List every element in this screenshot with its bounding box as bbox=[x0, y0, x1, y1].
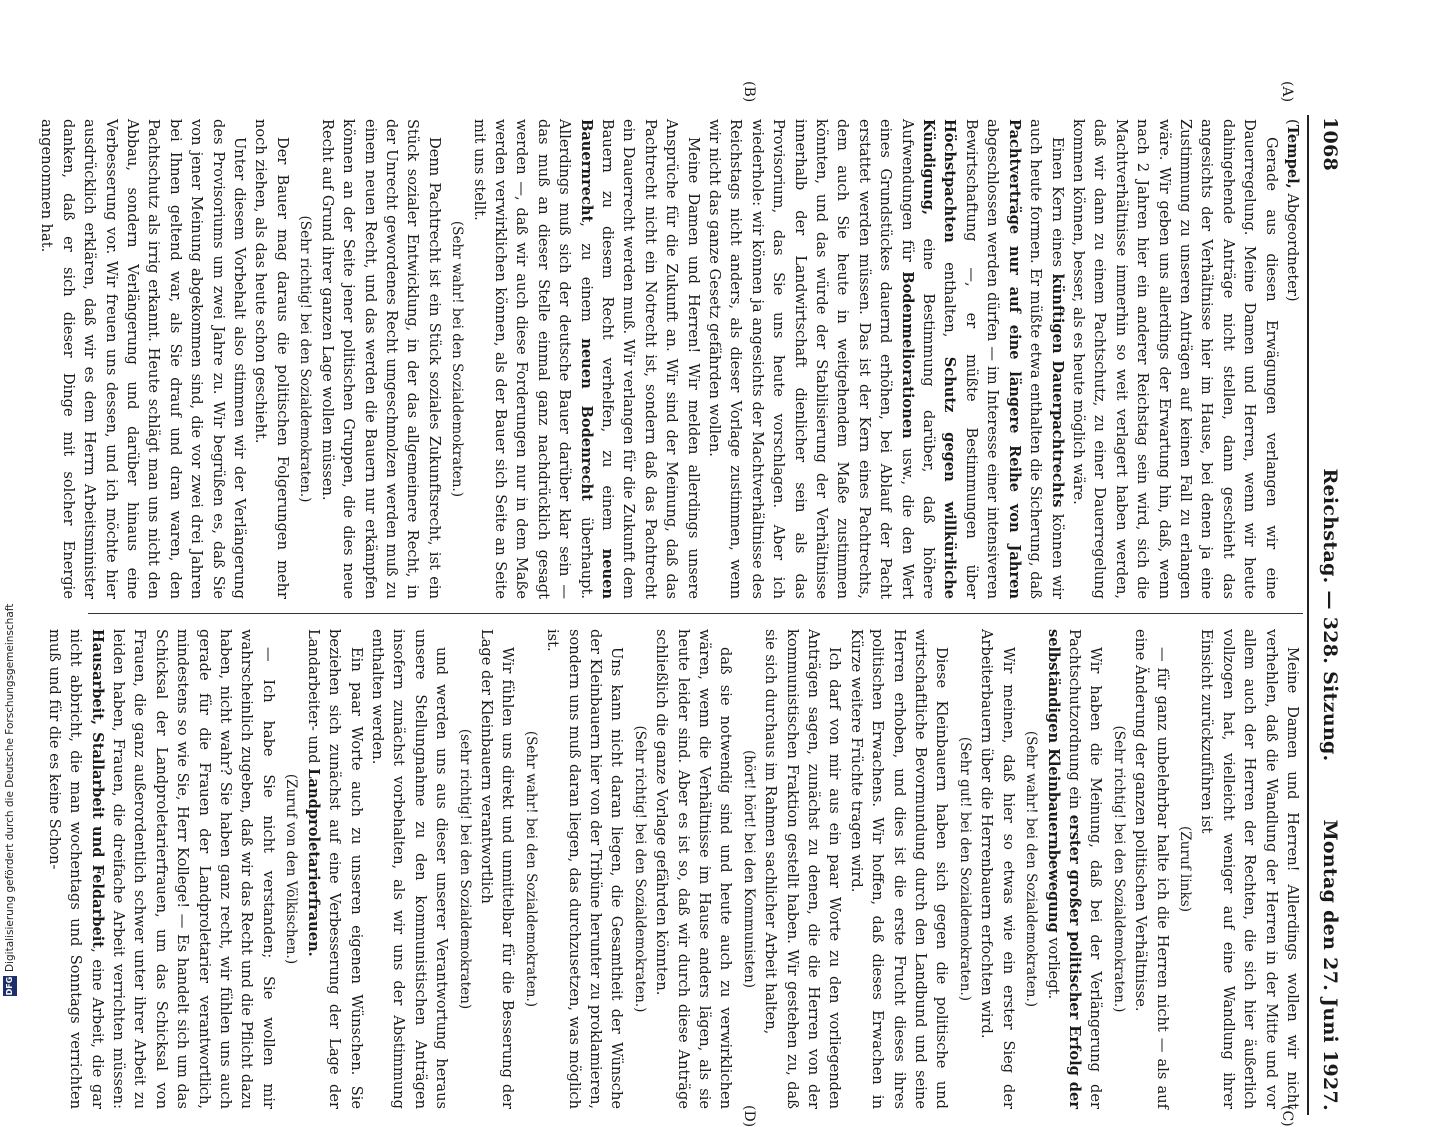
dfg-logo-icon: DFG bbox=[3, 976, 17, 996]
margin-marker-d: (D) bbox=[741, 1105, 757, 1127]
paragraph: Wir meinen, daß hier so etwas wie ein erster Sieg der Arbeiterbauern über die Herrenbauern erfochten wird. bbox=[978, 629, 1017, 1109]
column-divider bbox=[88, 613, 1303, 614]
interjection: (Zuruf von den Völkischen.) bbox=[283, 773, 300, 965]
paragraph: Ich darf von mir aus ein paar Worte zu den vorliegenden Anträgen sagen, zunächst zu denen, die die Herren von der kommunistischen Fraktion gestellt haben. Wir gestehen zu, daß sie sich durchaus im Rahmen sachlicher Arbeit halten, bbox=[762, 629, 844, 1109]
speaker-line: (Tempel, Abgeordneter) bbox=[1284, 119, 1301, 302]
funding-note: Digitalisierung gefördert durch die Deutsche Forschungsgemeinschaft bbox=[4, 603, 16, 972]
header-rule bbox=[1307, 115, 1309, 1115]
interjection: (sehr richtig! bei den Sozialdemokraten) bbox=[456, 728, 473, 1010]
margin-marker-c: (C) bbox=[1279, 1105, 1295, 1127]
paragraph: Meine Damen und Herren! Wir melden allerdings unsere Ansprüche für die Zukunft an. Wir sind der Meinung, daß das Pachtrecht nicht ein Notrecht ist, sondern daß das Pachtrecht ein Dauerrecht werden muß. Wir verlangen für die Zukunft dem Bauern zu diesem Recht verhelfen, zu einem neuen Bauernrecht, zu einem neuen Bodenrecht überhaupt. Allerdings muß sich der deutsche Bauer darüber klar sein — das muß an dieser Stelle einmal ganz nachdrücklich gesagt werden —, daß wir auch diese Forderungen nur in dem Maße werden verwirklichen können, als der Bauer sich Seite an Seite mit uns stellt. bbox=[470, 119, 702, 599]
page-header bbox=[1313, 115, 1347, 1115]
margin-marker-b: (B) bbox=[741, 81, 757, 103]
interjection: (Sehr richtig! bei den Sozialdemokraten.) bbox=[1110, 725, 1127, 1013]
paragraph: Wir fühlen uns direkt und unmittelbar für die Besserung der Lage der Kleinbauern verantwortlich bbox=[477, 629, 517, 1109]
speaker-role: Abgeordneter) bbox=[1284, 188, 1301, 302]
paragraph: — Ich habe Sie nicht verstanden; Sie wollen mir wahrscheinlich zugeben, daß wir das Recht und die Pflicht dazu haben, nicht wahr? Sie haben ganz recht, wir fühlen uns auch gerade für die Frauen der Landproletarier verantwortlich, mindestens so wie Sie, Herr Kollege! — Es handelt sich um das Schicksal der Landproletarierfrauen, um das Schicksal von Frauen, die ganz außerordentlich schwer unter ihrer Arbeit zu leiden haben, Frauen, die dreifache Arbeit verrichten müssen: Hausarbeit, Stallarbeit und Feldarbeit, eine Arbeit, die gar nicht abbricht, die man wochentags und Sonntags verrichten muß und für die es keine Schon- bbox=[45, 629, 277, 1109]
paragraph: Der Bauer mag daraus die politischen Folgerungen mehr noch ziehen, als das heute schon geschieht. bbox=[252, 119, 291, 599]
session-date: Montag den 27. Juni 1927. bbox=[1319, 819, 1341, 1111]
paragraph: Gerade aus diesen Erwägungen verlangen wir eine Dauerregelung. Meine Damen und Herren, wenn wir heute dahingehende Anträge nicht stellen, dann geschieht das angesichts der Verhältnisse hier im Hause, bei denen ja eine Zustimmung zu unseren Anträgen auf keinen Fall zu erlangen wäre. Wir geben uns allerdings der Erwartung hin, daß, wenn nach 2 Jahren hier ein anderer Reichstag sein wird, sich die Machtverhältnisse immerhin so weit verlagert haben werden, daß wir dann zu einem Pachtschutz, zu einer Dauerregelung kommen können, besser, als es heute möglich wäre. bbox=[1069, 119, 1280, 599]
paragraph: Denn Pachtrecht ist ein Stück soziales Zukunftsrecht, ist ein Stück sozialer Entwicklung, in der das allgemeinere Recht, in der Unrecht gewordenes Recht umgeschmolzen werden muß zu einem neuen Recht, und das werden die Bauern nur erkämpfen können an der Seite jener politischen Gruppen, die dies neue Recht auf Grund ihrer ganzen Lage wollen müssen. bbox=[318, 119, 443, 599]
interjection: (Sehr gut! bei den Sozialdemokraten.) bbox=[956, 736, 973, 1002]
interjection: (Sehr richtig! bei den Sozialdemokraten.) bbox=[631, 725, 648, 1013]
interjection: (hört! hört! bei den Kommunisten) bbox=[740, 749, 757, 989]
interjection: (Sehr wahr! bei den Sozialdemokraten.) bbox=[1023, 730, 1040, 1008]
left-column bbox=[36, 119, 1303, 599]
paragraph: Uns kann nicht daran liegen, die Gesamtheit der Wünsche der Kleinbauern hier von der Tribüne herunter zu proklamieren, sondern uns muß daran liegen, das durchzusetzen, was möglich ist. bbox=[544, 629, 626, 1109]
interjection: (Zuruf links) bbox=[1176, 825, 1193, 913]
paragraph: Meine Damen und Herren! Allerdings wollen wir nicht verhehlen, daß die Wandlung der Herren in der Mitte und vor allem auch der Herren der Rechten, die sich hier äußerlich vollzogen hat, vielleicht weniger auf eine Wandlung ihrer Einsicht zurückzuführen ist bbox=[1198, 629, 1301, 1109]
session-title: Reichstag. — 328. Sitzung. bbox=[1319, 468, 1341, 762]
paragraph: und werden uns aus dieser unserer Verantwortung heraus unsere Stellungnahme zu den kommunistischen Anträgen insofern zunächst vorbehalten, als wir uns der Abstimmung enthalten werden. bbox=[368, 629, 451, 1109]
paragraph: daß sie notwendig sind und heute auch zu verwirklichen wären, wenn die Verhältnisse im Hause anders lägen, als sie heute leider sind. Aber es ist so, daß wir durch diese Anträge schließlich die ganze Vorlage gefährden könnten. bbox=[653, 629, 735, 1109]
speaker-name: Tempel, bbox=[1284, 124, 1301, 189]
paragraph: Einen Kern eines künftigen Dauerpachtrechts können wir auch heute formen. Er müßte etwa enthalten die Sicherung, daß Pachtverträge nur auf eine längere Reihe von Jahren abgeschlossen werden dürfen — im Interesse einer intensiveren Bewirtschaftung —, er müßte Bestimmungen über Höchstpachten enthalten, Schutz gegen willkürliche Kündigung, eine Bestimmung darüber, daß höhere Aufwendungen für Bodenmeliorationen usw., die den Wert eines Grundstückes dauernd erhöhen, bei Ablauf der Pacht erstattet werden müssen. Das ist der Kern eines Pachtrechts, dem auch Sie heute in weitgehendem Maße zustimmen könnten, und das würde der Stabilisierung der Verhältnisse innerhalb der Landwirtschaft dienlicher sein als das Provisorium, das Sie uns heute vorschlagen. Aber ich wiederhole: wir können ja angesichts der Machtverhältnisse des Reichstags nicht anders, als dieser Vorlage zustimmen, wenn wir nicht das ganze Gesetz gefährden wollen. bbox=[706, 119, 1066, 600]
interjection: (Sehr wahr! bei den Sozialdemokraten.) bbox=[522, 730, 539, 1008]
paragraph: Ein paar Worte auch zu unseren eigenen Wünschen. Sie beziehen sich zunächst auf eine Verbesserung der Lage der Landarbeiter- und Landproletarierfrauen. bbox=[304, 629, 365, 1109]
interjection: (Sehr richtig! bei den Sozialdemokraten.) bbox=[297, 215, 314, 503]
margin-marker-a: (A) bbox=[1279, 81, 1295, 103]
paragraph: Unter diesem Vorbehalt also stimmen wir der Verlängerung des Provisoriums um zwei Jahre zu. Wir begrüßen es, daß Sie von jener Meinung abgekommen sind, die vor zwei drei Jahren bei Ihnen geltend war, als Sie drauf und dran waren, den Pachtschutz als irrig erkannt. Heute schlägt man uns nicht den Abbau, sondern Verlängerung und darüber hinaus eine Verbesserung vor. Wir freuen uns dessen, und ich möchte hier ausdrücklich erklären, daß wir es dem Herrn Arbeitsminister danken, daß er sich dieser Dinge mit solcher Energie angenommen hat. bbox=[38, 119, 249, 599]
right-column bbox=[43, 629, 1303, 1109]
paragraph: Diese Kleinbauern haben sich gegen die politische und wirtschaftliche Bevormundung durch den Landbund und seine Herren erhoben, und dies ist die erste Frucht dieses ihres politischen Erwachens. Wir hoffen, daß dieses Erwachen in Kürze weitere Früchte tragen wird. bbox=[847, 629, 951, 1109]
page-number: 1068 bbox=[1319, 117, 1341, 172]
rotated-page bbox=[38, 81, 1347, 1127]
paragraph: Wir haben die Meinung, daß bei der Verlängerung der Pachtschutzordnung ein erster großer politischer Erfolg der selbständigen Kleinbauernbewegung vorliegt. bbox=[1044, 629, 1105, 1109]
funding-footer bbox=[0, 0, 22, 1000]
paragraph: — für ganz unbelehrbar halte ich die Herren nicht — als auf eine Änderung der ganzen politischen Verhältnisse. bbox=[1132, 629, 1171, 1109]
interjection: (Sehr wahr! bei den Sozialdemokraten.) bbox=[449, 220, 466, 498]
